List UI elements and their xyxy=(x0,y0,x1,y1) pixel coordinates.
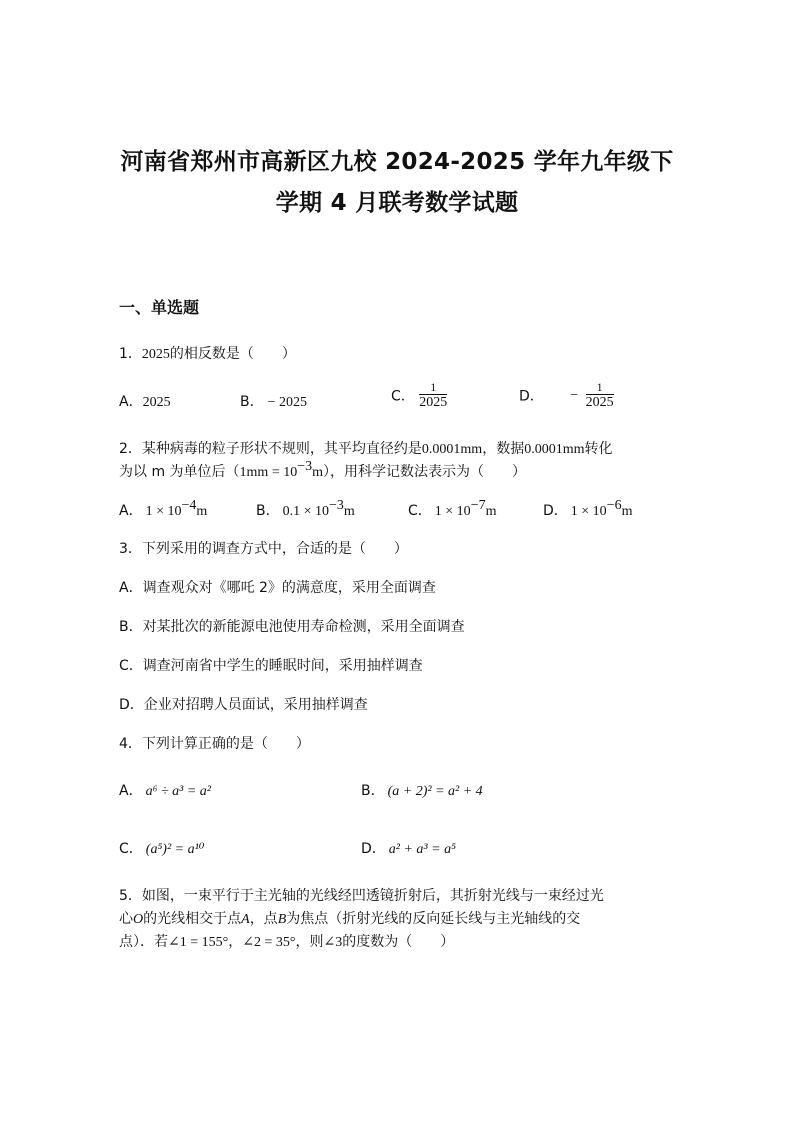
option-expression: a² + a³ = a⁵ xyxy=(388,842,456,857)
option-label: D． xyxy=(361,841,386,857)
question-2-option-a xyxy=(119,500,207,520)
exponent: −6 xyxy=(606,498,622,513)
question-1-stem xyxy=(119,343,296,363)
stem-text: ，则 xyxy=(295,934,324,950)
option-label: A． xyxy=(119,394,143,410)
question-4-option-b xyxy=(361,780,483,800)
question-2-stem-line1 xyxy=(119,438,612,458)
question-1-option-b xyxy=(240,391,307,411)
angle-3: ∠3 xyxy=(323,935,343,950)
point-o: O xyxy=(133,912,144,927)
unit: m xyxy=(621,504,633,519)
unit: m xyxy=(485,504,497,519)
question-5-line2 xyxy=(119,908,580,928)
fraction xyxy=(586,381,614,410)
option-label: D． xyxy=(519,388,544,405)
option-value: 1 × 10 xyxy=(570,504,607,519)
question-2-option-c xyxy=(408,500,496,520)
exponent: −3 xyxy=(329,498,344,513)
point-b: B xyxy=(277,912,287,927)
stem-text: 心 xyxy=(119,911,133,927)
question-5-line3 xyxy=(119,931,454,951)
question-3-option-a: A．调查观众对《哪吒 2》的满意度，采用全面调查 xyxy=(119,580,436,596)
option-label: D． xyxy=(543,503,568,519)
fraction-numerator: 1 xyxy=(430,380,437,394)
option-label: A． xyxy=(119,503,143,519)
question-1-math: 2025 xyxy=(141,347,170,362)
stem-text: ， xyxy=(228,934,243,950)
option-expression: (a + 2)² = a² + 4 xyxy=(387,784,483,799)
unit: m xyxy=(343,504,355,519)
question-2-option-d xyxy=(543,500,632,520)
exponent: −3 xyxy=(297,459,313,474)
option-label: C． xyxy=(391,388,415,405)
stem-text: ，数据 xyxy=(482,441,525,457)
option-label: B． xyxy=(361,783,385,799)
question-2-number: 2． xyxy=(119,441,142,457)
stem-text: ，点 xyxy=(249,911,278,927)
question-2-option-b xyxy=(256,500,355,520)
option-value: 2025 xyxy=(142,395,171,410)
stem-text: 为焦点（折射光线的反向延长线与主光轴线的交 xyxy=(286,911,581,927)
exam-title-line1: 河南省郑州市高新区九校 2024-2025 学年九年级下 xyxy=(120,149,674,175)
exponent: −7 xyxy=(470,498,486,513)
option-expression: a⁶ ÷ a³ = a² xyxy=(145,784,211,799)
stem-text: 为以 m 为单位后（ xyxy=(119,464,240,480)
stem-text: 的度数为（ ） xyxy=(342,934,455,950)
question-2-stem-line2 xyxy=(119,461,526,481)
stem-text: 某种病毒的粒子形状不规则，其平均直径约是 xyxy=(141,441,422,457)
question-3-option-b: B．对某批次的新能源电池使用寿命检测，采用全面调查 xyxy=(119,619,465,635)
question-3-option-d: D．企业对招聘人员面试，采用抽样调查 xyxy=(119,697,368,713)
fraction xyxy=(419,381,447,410)
option-value: − 2025 xyxy=(267,395,308,410)
question-3-stem: 3．下列采用的调查方式中，合适的是（ ） xyxy=(119,541,408,557)
section-heading: 一、单选题 xyxy=(119,298,200,317)
question-4-stem: 4．下列计算正确的是（ ） xyxy=(119,736,310,752)
option-label: B． xyxy=(240,394,264,410)
exponent: −4 xyxy=(181,498,197,513)
question-1-number: 1． xyxy=(119,346,142,362)
exam-title-line2: 学期 4 月联考数学试题 xyxy=(275,190,519,216)
minus-sign: − xyxy=(570,387,579,403)
question-1-text: 的相反数是（ ） xyxy=(169,346,296,362)
fraction-denominator: 2025 xyxy=(585,395,614,410)
point-a: A xyxy=(241,912,250,927)
stem-text: 的光线相交于点 xyxy=(143,911,242,927)
angle-1: ∠1 = 155° xyxy=(168,935,229,950)
question-3-option-c: C．调查河南省中学生的睡眠时间，采用抽样调查 xyxy=(119,658,423,674)
stem-text: 转化 xyxy=(584,441,613,457)
question-1-option-c xyxy=(391,381,447,410)
question-4-option-d xyxy=(361,838,456,858)
question-1-option-d xyxy=(519,381,614,410)
fraction-numerator: 1 xyxy=(596,380,603,394)
question-1-option-a xyxy=(119,391,171,411)
question-4-option-a xyxy=(119,780,211,800)
stem-math: 0.0001mm xyxy=(421,442,483,457)
question-5-line1: 5．如图，一束平行于主光轴的光线经凹透镜折射后，其折射光线与一束经过光 xyxy=(119,888,604,904)
question-4-option-c xyxy=(119,838,204,858)
option-label: C． xyxy=(408,503,432,519)
fraction-denominator: 2025 xyxy=(419,395,448,410)
option-value: 1 × 10 xyxy=(434,504,471,519)
option-value: 1 × 10 xyxy=(145,504,182,519)
stem-math: 1mm = 10 xyxy=(239,465,298,480)
option-expression: (a⁵)² = a¹⁰ xyxy=(145,842,205,857)
option-value: 0.1 × 10 xyxy=(282,504,330,519)
unit: m xyxy=(196,504,208,519)
angle-2: ∠2 = 35° xyxy=(242,935,296,950)
option-label: B． xyxy=(256,503,280,519)
option-label: C． xyxy=(119,841,143,857)
option-label: A． xyxy=(119,783,143,799)
stem-math: 0.0001mm xyxy=(524,442,585,457)
stem-math: m xyxy=(312,465,324,480)
stem-text: ），用科学记数法表示为（ ） xyxy=(323,464,527,480)
stem-text: 点）．若 xyxy=(119,934,168,950)
